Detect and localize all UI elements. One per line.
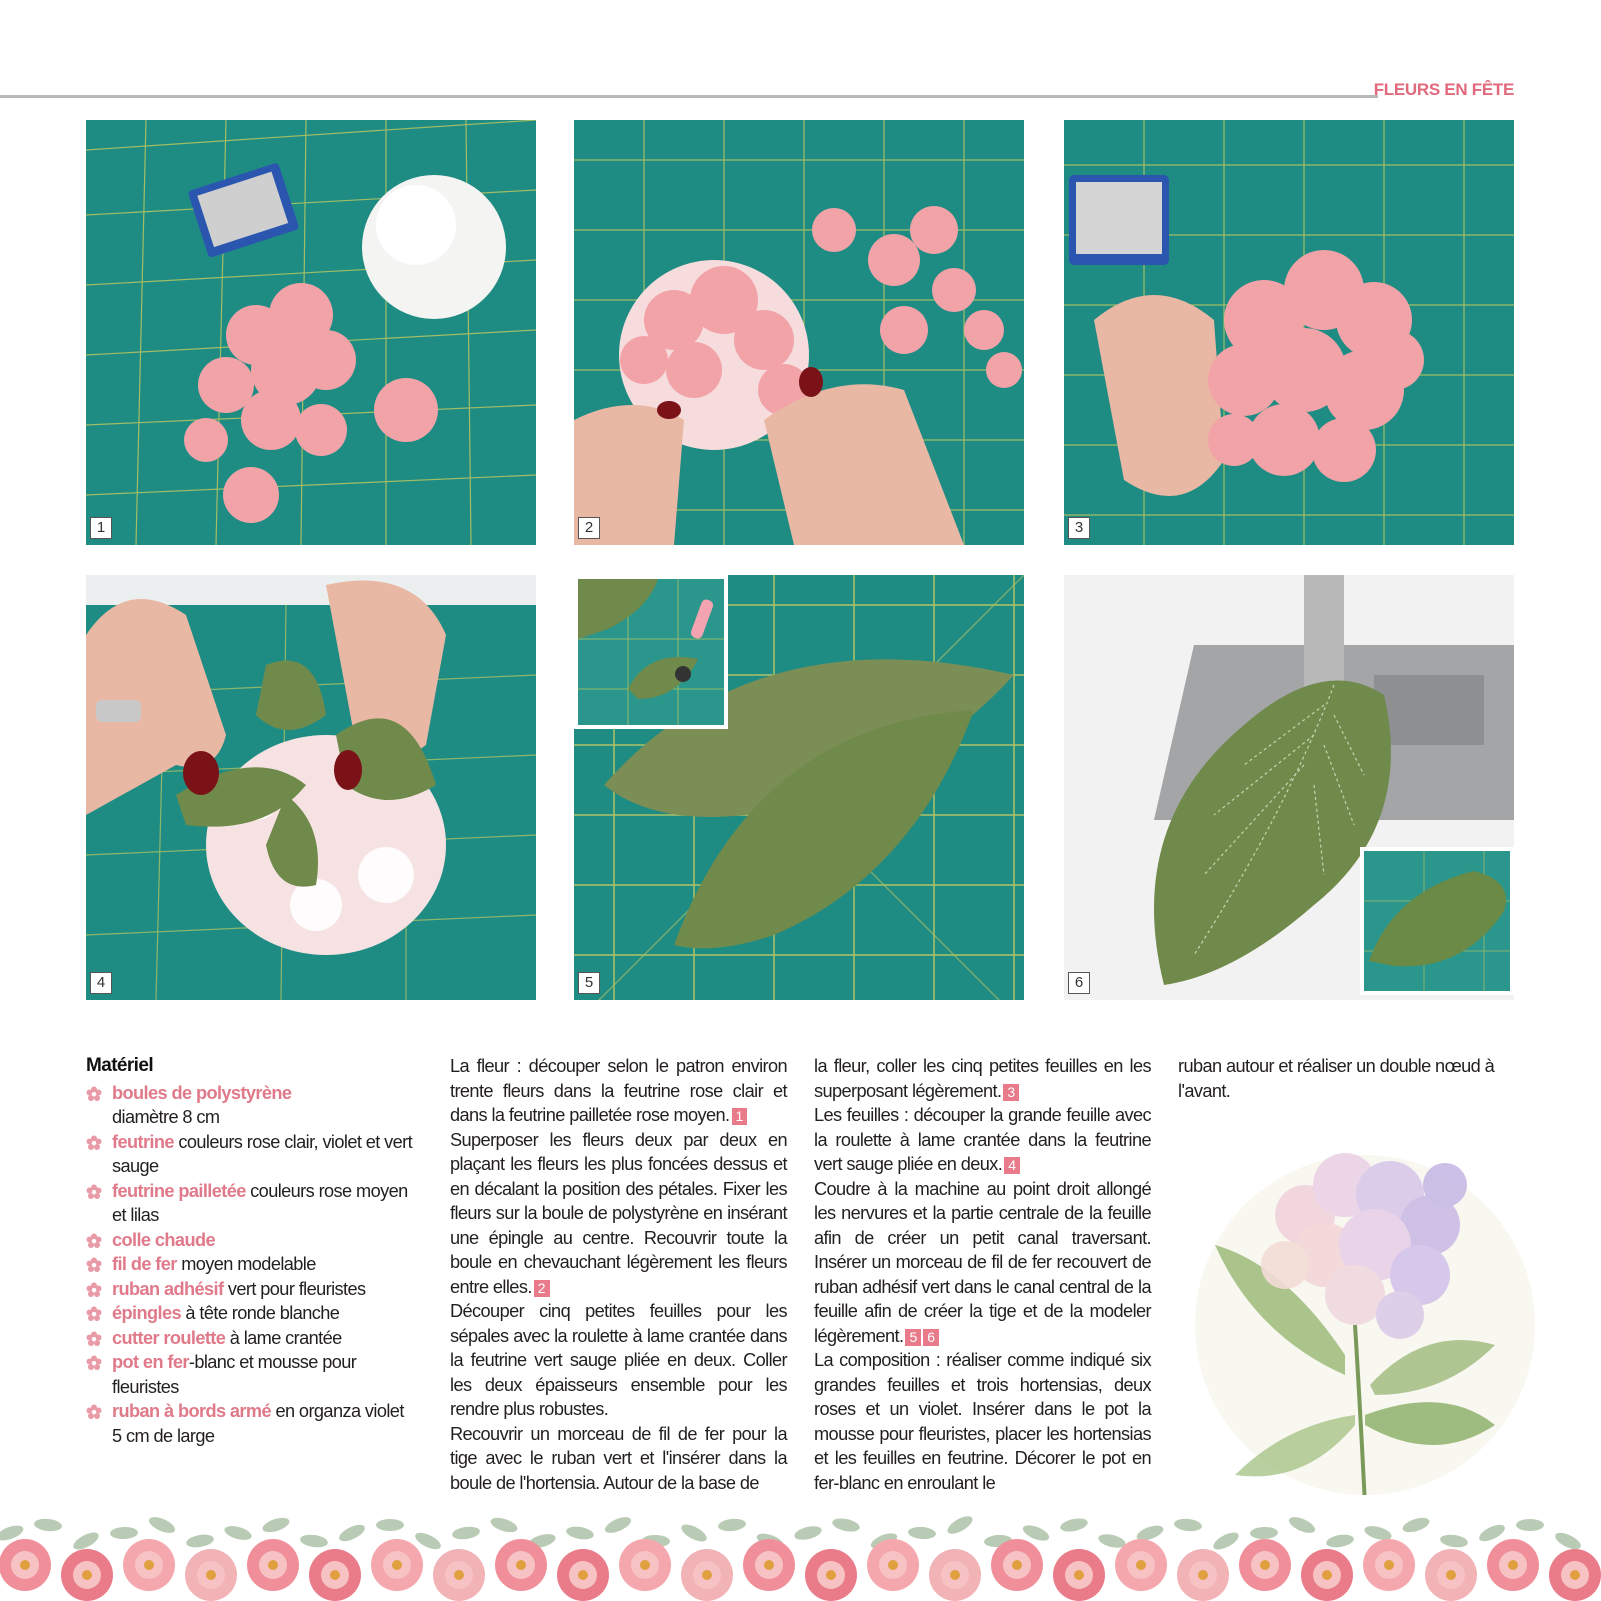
materials-title: Matériel: [86, 1055, 154, 1076]
step-ref: 4: [1004, 1157, 1020, 1174]
materials-item: [86, 1228, 416, 1253]
section-title: FLEURS EN FÊTE: [1373, 80, 1514, 99]
materials-item: [86, 1399, 416, 1448]
photo-1: [86, 120, 536, 545]
materials-item: [86, 1350, 416, 1399]
photo-2: [574, 120, 1024, 545]
materials-item-name: ruban à bords armé: [112, 1401, 271, 1421]
paragraph: La composition : réaliser comme indiqué six grandes feuilles et trois hortensias, deux roses et un violet. Insérer dans le pot la mousse pour fleuristes, placer les hortensias et les feuilles en feutrine. Décorer le pot en fer-blanc en enroulant le: [814, 1350, 1151, 1493]
materials-item-detail: en organza violet 5 cm de large: [112, 1401, 404, 1446]
materials-item-name: colle chaude: [112, 1229, 215, 1250]
materials-item: [86, 1326, 416, 1351]
hands-pinning-flowers-icon: [574, 120, 1024, 545]
hand-holding-covered-ball-icon: [1064, 120, 1514, 545]
step-number-badge: 2: [578, 517, 600, 539]
photo-5-inset: [574, 575, 728, 729]
materials-item-detail: diamètre 8 cm: [112, 1107, 220, 1127]
hands-attaching-sepals-icon: [86, 575, 536, 1000]
materials-item: [86, 1130, 416, 1179]
flower-bullet-icon: [86, 1135, 102, 1151]
paragraph: [814, 1177, 1151, 1349]
materials-item-detail: à lame crantée: [225, 1327, 342, 1348]
flower-bullet-icon: [86, 1331, 102, 1347]
materials-item-detail: à tête ronde blanche: [180, 1303, 340, 1323]
flower-bullet-icon: [86, 1355, 102, 1371]
hydrangea-illustration-icon: [1195, 1125, 1535, 1505]
instructions-column-2: [814, 1054, 1151, 1495]
flower-bullet-icon: [86, 1257, 102, 1273]
flower-bullet-icon: [86, 1184, 102, 1200]
paragraph-text: Coudre à la machine au point droit allongé les nervures et la partie centrale de la feuille afin de créer un petit canal traversant. Insérer un morceau de fil de fer recouvert de ruban adhésif vert dans le canal central de la feuille afin de créer la tige et de la modeler légèrement.: [814, 1178, 1151, 1346]
step-ref: 1: [732, 1108, 748, 1125]
flower-bullet-icon: [86, 1086, 102, 1102]
paragraph: ruban autour et réaliser un double nœud à l'avant.: [1178, 1056, 1495, 1101]
paragraph-text: la fleur, coller les cinq petites feuilles en les superposant légèrement.: [814, 1056, 1151, 1101]
materials-item: [86, 1081, 416, 1130]
polystyrene-ball-pins-petals-icon: [86, 120, 536, 545]
finished-leaf-inset-icon: [1364, 851, 1510, 991]
paragraph: [814, 1103, 1151, 1177]
flower-bullet-icon: [86, 1306, 102, 1322]
photo-6-inset: [1360, 847, 1514, 995]
materials-item-name: feutrine pailletée: [112, 1180, 246, 1201]
paragraph: Découper cinq petites feuilles pour les sépales avec la roulette à lame crantée dans la feutrine vert sauge pliée en deux. Coller les deux épaisseurs ensemble pour les rendre plus robustes.: [450, 1301, 787, 1419]
materials-item-detail: vert pour fleuristes: [223, 1278, 366, 1299]
materials-item-name: pot en fer: [112, 1352, 189, 1372]
materials-item-name: cutter roulette: [112, 1327, 226, 1348]
cutting-leaf-inset-icon: [578, 579, 724, 725]
paragraph-text: Superposer les fleurs deux par deux en plaçant les fleurs les plus foncées dessus et en décalant la position des pétales. Fixer les fleurs sur la boule de polystyrène en insérant une épingle au centre. Recouvrir toute la boule en chevauchant légèrement les fleurs entre elles.: [450, 1129, 787, 1297]
paragraph: [450, 1128, 787, 1300]
flower-bullet-icon: [86, 1282, 102, 1298]
step-ref: 3: [1003, 1084, 1019, 1101]
flower-bullet-icon: [86, 1404, 102, 1420]
materials-item-name: fil de fer: [112, 1254, 177, 1274]
paragraph-text: Les feuilles : découper la grande feuille avec la roulette à lame crantée dans la feutrine vert sauge pliée en deux.: [814, 1105, 1151, 1174]
step-number-badge: 5: [578, 972, 600, 994]
photo-3: [1064, 120, 1514, 545]
photo-5: [574, 575, 1024, 1000]
photo-6: [1064, 575, 1514, 1000]
photo-4: [86, 575, 536, 1000]
header-rule: [0, 95, 1378, 98]
paragraph: Recouvrir un morceau de fil de fer pour la tige avec le ruban vert et l'insérer dans la boule de l'hortensia. Autour de la base de: [450, 1423, 787, 1493]
materials-item-name: feutrine: [112, 1131, 174, 1152]
flower-bullet-icon: [86, 1233, 102, 1249]
materials-item-detail: moyen modelable: [176, 1254, 316, 1274]
materials-item: [86, 1301, 416, 1326]
materials-item: [86, 1252, 416, 1277]
step-ref: 2: [534, 1280, 550, 1297]
instructions-column-3: [1178, 1054, 1515, 1103]
materials-item-detail: couleurs rose clair, violet et vert sauge: [112, 1131, 413, 1176]
step-number-badge: 6: [1068, 972, 1090, 994]
step-number-badge: 3: [1068, 517, 1090, 539]
materials-item: [86, 1179, 416, 1228]
step-number-badge: 4: [90, 972, 112, 994]
step-number-badge: 1: [90, 517, 112, 539]
materials-item-name: boules de polystyrène: [112, 1082, 292, 1103]
floral-border-icon: [0, 1495, 1601, 1601]
materials-item-detail: -blanc et mousse pour fleuristes: [112, 1352, 357, 1397]
materials-item: [86, 1277, 416, 1302]
step-ref: 5: [905, 1329, 921, 1346]
materials-item-detail: couleurs rose moyen et lilas: [112, 1180, 408, 1225]
paragraph-text: La fleur : découper selon le patron environ trente fleurs dans la feutrine rose clair et dans la feutrine pailletée rose moyen.: [450, 1056, 787, 1125]
materials-column: [86, 1054, 416, 1448]
paragraph: [814, 1054, 1151, 1103]
instructions-column-1: [450, 1054, 787, 1495]
materials-item-name: épingles: [112, 1303, 181, 1323]
paragraph: [450, 1054, 787, 1128]
materials-list: [86, 1081, 416, 1449]
step-ref: 6: [923, 1329, 939, 1346]
materials-item-name: ruban adhésif: [112, 1278, 224, 1299]
